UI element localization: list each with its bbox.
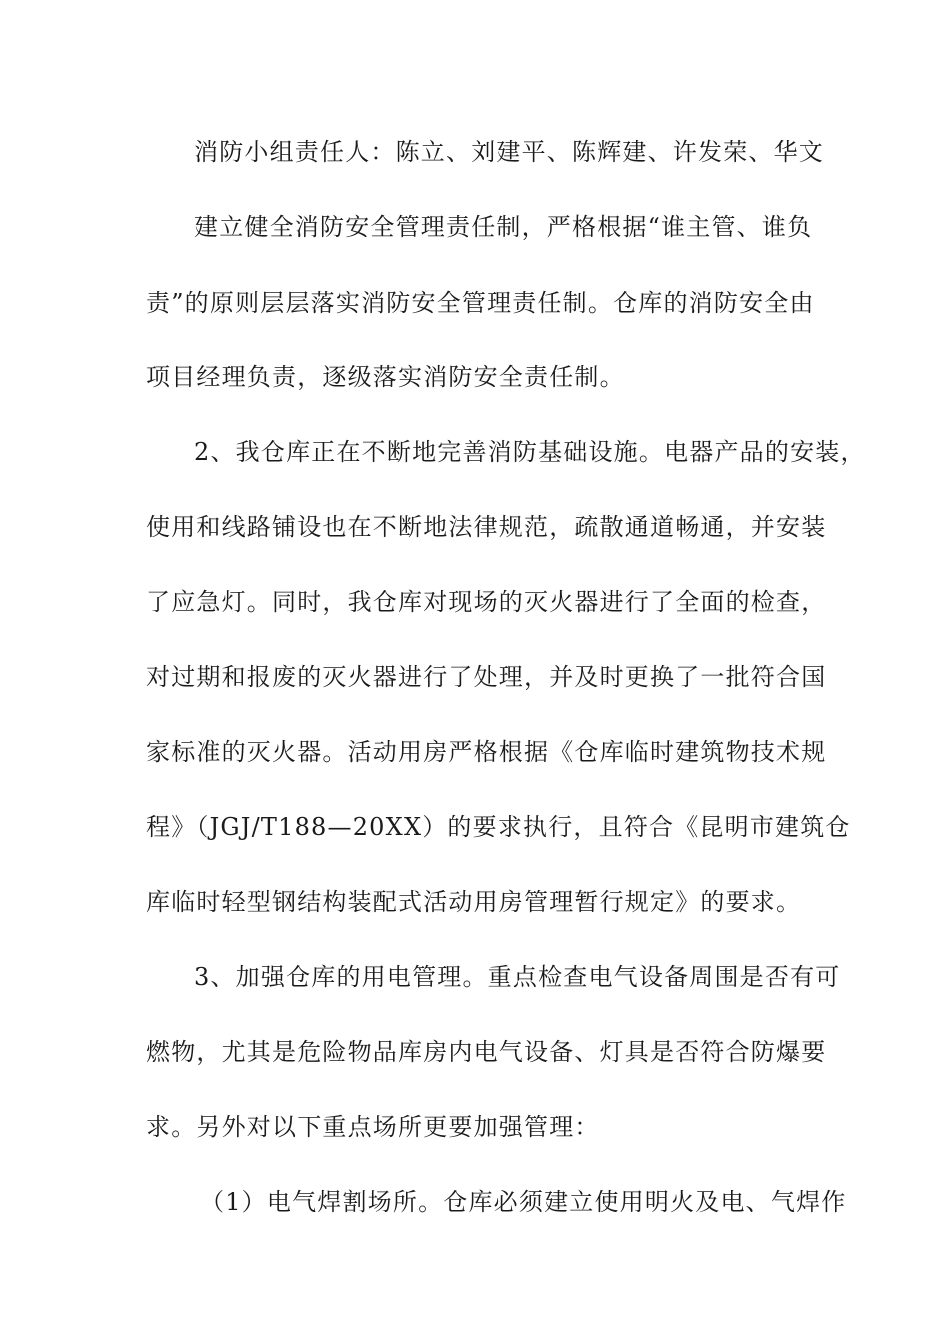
text-line: 项目经理负责，逐级落实消防安全责任制。: [146, 363, 625, 391]
text-line-subitem-1: （1）电气焊割场所。仓库必须建立使用明火及电、气焊作: [200, 1188, 847, 1216]
text-line-item-3: 3、加强仓库的用电管理。重点检查电气设备周围是否有可: [194, 963, 841, 991]
text-line: 建立健全消防安全管理责任制，严格根据“谁主管、谁负: [194, 213, 813, 241]
text-line: 了应急灯。同时，我仓库对现场的灭火器进行了全面的检查，: [146, 588, 827, 616]
text-line: 燃物，尤其是危险物品库房内电气设备、灯具是否符合防爆要: [146, 1038, 827, 1066]
text-line-item-2: 2、我仓库正在不断地完善消防基础设施。电器产品的安装，: [194, 438, 866, 466]
text-line: 使用和线路铺设也在不断地法律规范，疏散通道畅通，并安装: [146, 513, 827, 541]
text-line-responsible-persons: 消防小组责任人：陈立、刘建平、陈辉建、许发荣、华文: [194, 138, 824, 166]
text-line: 求。另外对以下重点场所更要加强管理：: [146, 1113, 600, 1141]
text-line: 库临时轻型钢结构装配式活动用房管理暂行规定》的要求。: [146, 888, 802, 916]
text-line: 责”的原则层层落实消防安全管理责任制。仓库的消防安全由: [146, 289, 815, 317]
text-line: 对过期和报废的灭火器进行了处理，并及时更换了一批符合国: [146, 663, 827, 691]
text-line: 程》（JGJ/T188—20XX）的要求执行，且符合《昆明市建筑仓: [146, 813, 851, 841]
text-line: 家标准的灭火器。活动用房严格根据《仓库临时建筑物技术规: [146, 738, 827, 766]
